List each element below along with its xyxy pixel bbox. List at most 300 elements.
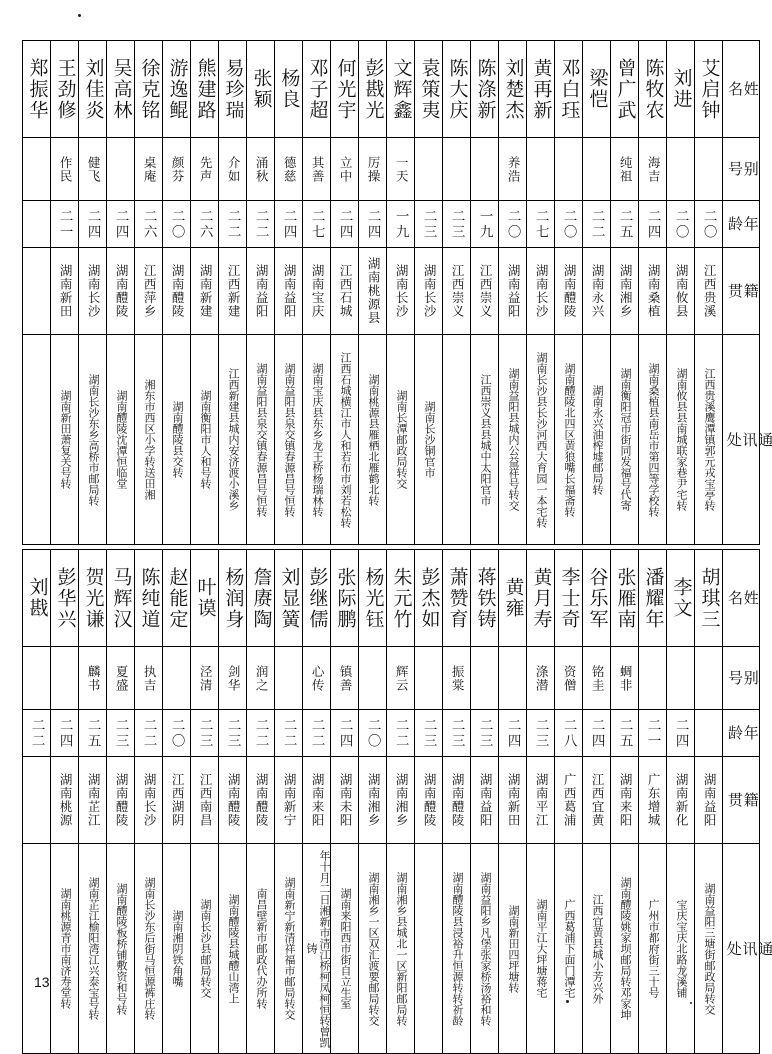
native-text: 湖南桃源县	[366, 257, 381, 325]
cell-alias	[247, 138, 275, 201]
name-text: 袁策夷	[418, 57, 440, 121]
age-text: 二二	[309, 717, 325, 749]
address-text: 湖南来阳西市街自立生室	[338, 888, 351, 1009]
native-text: 湖南益阳	[478, 773, 493, 827]
native-text: 湖南醴陵	[114, 264, 129, 318]
cell-address	[611, 844, 639, 1054]
native-text: 湖南醴陵	[170, 264, 185, 318]
name-text: 张雁南	[614, 566, 636, 630]
native-text: 湖南醴陵	[450, 773, 465, 827]
name-text: 李文	[670, 577, 692, 619]
cell-name	[443, 550, 471, 647]
cell-age	[583, 201, 611, 248]
address-text: 南昌壁新市邮政代办所转	[254, 888, 267, 1009]
age-text: 二四	[645, 208, 661, 240]
row-label-text: 年 龄	[726, 725, 758, 741]
cell-age	[331, 710, 359, 757]
cell-age	[667, 201, 695, 248]
cell-alias	[331, 138, 359, 201]
address-text: 湖南衡阳冠市街同发福号代寄	[618, 368, 631, 511]
name-text: 刘进	[670, 68, 692, 110]
cell-age	[443, 201, 471, 248]
cell-alias	[611, 647, 639, 710]
native-text: 湖南新建	[198, 264, 213, 318]
cell-alias	[443, 647, 471, 710]
cell-address	[359, 844, 387, 1054]
name-text: 杨良	[278, 68, 300, 110]
age-text: 二四	[505, 717, 521, 749]
cell-name	[247, 550, 275, 647]
cell-age	[387, 710, 415, 757]
age-text: 二二	[589, 208, 605, 240]
native-text: 湖南永兴	[590, 264, 605, 318]
cell-name	[583, 41, 611, 138]
address-text: 湖南宝庆县东乡龙王桥杨瑞林转	[310, 362, 323, 517]
cell-address	[135, 335, 163, 545]
cell-age	[471, 201, 499, 248]
name-text: 张颖	[250, 68, 272, 110]
cell-address	[583, 844, 611, 1054]
cell-name	[79, 550, 107, 647]
cell-native	[23, 248, 51, 335]
native-text: 湖南长沙	[422, 264, 437, 318]
cell-address	[163, 844, 191, 1054]
cell-native	[79, 248, 107, 335]
cell-native	[555, 757, 583, 844]
age-text: 二六	[197, 208, 213, 240]
alias-text: 振棠	[450, 664, 465, 692]
name-text: 何光宇	[334, 57, 356, 121]
cell-address	[331, 844, 359, 1054]
cell-alias	[583, 647, 611, 710]
cell-address	[415, 844, 443, 1054]
row-label-age	[723, 710, 760, 757]
cell-name	[695, 41, 723, 138]
cell-address	[583, 335, 611, 545]
cell-age	[303, 710, 331, 757]
alias-text: 泾清	[198, 664, 213, 692]
cell-address	[611, 335, 639, 545]
cell-address	[387, 844, 415, 1054]
name-text: 吴高林	[110, 57, 132, 121]
cell-alias	[639, 138, 667, 201]
cell-address	[107, 335, 135, 545]
cell-native	[79, 757, 107, 844]
cell-name	[555, 41, 583, 138]
cell-address	[51, 335, 79, 545]
address-text: 宝庆宝庆北路龙溪铺	[674, 899, 687, 998]
native-text: 湖南益阳	[282, 264, 297, 318]
cell-age	[79, 201, 107, 248]
cell-name	[163, 550, 191, 647]
native-text: 江西萍乡	[142, 264, 157, 318]
native-text: 湖南益阳	[506, 264, 521, 318]
cell-native	[107, 248, 135, 335]
cell-alias	[471, 138, 499, 201]
table-row-alias	[23, 138, 760, 201]
roster-table-top	[22, 40, 772, 545]
age-text: 二二	[253, 208, 269, 240]
native-text: 广东增城	[646, 773, 661, 827]
cell-alias	[387, 138, 415, 201]
address-text: 湖南醴陵北四区黄狼嘴长福斋转	[562, 362, 575, 517]
name-text: 邓白珏	[558, 57, 580, 121]
native-text: 湖南醴陵	[114, 773, 129, 827]
cell-age	[639, 710, 667, 757]
cell-address	[471, 335, 499, 545]
address-text: 湖南新田萧复关号转	[58, 390, 71, 489]
cell-address	[639, 335, 667, 545]
name-text: 杨光钰	[362, 566, 384, 630]
cell-alias	[387, 647, 415, 710]
name-text: 邓子超	[306, 57, 328, 121]
age-text: 二一	[57, 208, 73, 240]
scan-speck	[78, 14, 81, 17]
cell-age	[275, 201, 303, 248]
name-text: 叶谟	[194, 577, 216, 619]
cell-age	[415, 710, 443, 757]
age-text: 二三	[449, 717, 465, 749]
age-text: 二四	[337, 717, 353, 749]
cell-age	[611, 201, 639, 248]
cell-age	[107, 710, 135, 757]
cell-name	[135, 550, 163, 647]
age-text: 一九	[393, 208, 409, 240]
roster-tables	[22, 40, 772, 1054]
name-text: 曾广武	[614, 57, 636, 121]
row-label-address	[723, 844, 772, 1054]
cell-age	[387, 201, 415, 248]
address-text: 湖南醴陵县交转	[170, 401, 183, 478]
address-text: 湖南长沙东后街马恒源裤庄转	[142, 877, 155, 1020]
name-text: 梁恺	[586, 68, 608, 110]
cell-name	[303, 550, 331, 647]
cell-age	[359, 710, 387, 757]
age-text: 二五	[617, 208, 633, 240]
cell-age	[163, 201, 191, 248]
age-text: 二〇	[673, 208, 689, 240]
cell-name	[555, 550, 583, 647]
cell-alias	[51, 138, 79, 201]
cell-name	[471, 550, 499, 647]
age-text: 二四	[337, 208, 353, 240]
address-text: 湖南长潭邮政局转交	[394, 390, 407, 489]
cell-name	[331, 550, 359, 647]
row-label-native	[723, 248, 760, 335]
alias-text: 铭圭	[590, 664, 605, 692]
cell-address	[555, 335, 583, 545]
cell-alias	[331, 647, 359, 710]
cell-name	[303, 41, 331, 138]
cell-address	[667, 335, 695, 545]
address-text: 湖南湘乡县城北一区新阳邮局转	[394, 871, 407, 1026]
age-text: 二四	[365, 208, 381, 240]
cell-native	[191, 757, 219, 844]
table-row-name	[23, 550, 760, 647]
cell-alias	[79, 647, 107, 710]
age-text: 二八	[561, 717, 577, 749]
age-text: 二二	[29, 717, 45, 749]
row-label-name	[723, 550, 760, 647]
cell-name	[23, 41, 51, 138]
cell-name	[275, 550, 303, 647]
cell-name	[387, 41, 415, 138]
cell-name	[331, 41, 359, 138]
name-text: 彭戡光	[362, 57, 384, 121]
cell-native	[415, 757, 443, 844]
cell-name	[191, 550, 219, 647]
table-row-native	[23, 248, 760, 335]
age-text: 二〇	[505, 208, 521, 240]
address-text: 湖南长沙东乡高桥市邮局转	[86, 373, 99, 506]
native-text: 湖南醴陵	[422, 773, 437, 827]
age-text: 二〇	[169, 208, 185, 240]
cell-alias	[667, 647, 695, 710]
native-text: 湖南新宁	[282, 773, 297, 827]
cell-native	[163, 757, 191, 844]
cell-native	[583, 248, 611, 335]
age-text: 二三	[421, 208, 437, 240]
address-text: 湖南益阳县泉交镇春源昌号恒转	[254, 362, 267, 517]
cell-address	[303, 844, 331, 1054]
native-text: 湖南醴陵	[226, 773, 241, 827]
cell-native	[443, 248, 471, 335]
cell-name	[359, 550, 387, 647]
cell-alias	[555, 647, 583, 710]
cell-native	[359, 248, 387, 335]
cell-native	[135, 248, 163, 335]
alias-text: 涌秋	[254, 155, 269, 183]
cell-alias	[107, 138, 135, 201]
cell-age	[359, 201, 387, 248]
alias-text: 纯祖	[618, 155, 633, 183]
cell-alias	[247, 647, 275, 710]
address-text: 江西崇义县县城中太阳官市	[478, 373, 491, 506]
cell-name	[471, 41, 499, 138]
name-text: 郑振华	[26, 57, 48, 121]
cell-age	[79, 710, 107, 757]
row-label-alias	[723, 138, 760, 201]
age-text: 二五	[85, 717, 101, 749]
alias-text: 一天	[394, 155, 409, 183]
address-text: 湖南益阳乡凡堡张家桥汤裕和转	[478, 871, 491, 1026]
cell-alias	[415, 138, 443, 201]
cell-name	[667, 41, 695, 138]
address-text: 湖南醴陵板桥铺敷资和号转	[114, 882, 127, 1015]
table-row-name	[23, 41, 760, 138]
cell-native	[527, 757, 555, 844]
cell-address	[695, 335, 723, 545]
address-text: 湖南醴陵沈潭恒临堂	[114, 390, 127, 489]
cell-native	[387, 757, 415, 844]
cell-native	[499, 248, 527, 335]
cell-native	[331, 248, 359, 335]
age-text: 二〇	[561, 208, 577, 240]
cell-address	[51, 844, 79, 1054]
age-text: 二七	[309, 208, 325, 240]
page-number: 13	[34, 974, 50, 990]
cell-alias	[163, 138, 191, 201]
cell-address	[303, 335, 331, 545]
cell-native	[163, 248, 191, 335]
alias-text: 介如	[226, 155, 241, 183]
cell-name	[51, 550, 79, 647]
name-text: 詹赓陶	[250, 566, 272, 630]
name-text: 胡琪三	[698, 566, 720, 630]
name-text: 黄月寿	[530, 566, 552, 630]
cell-address	[23, 335, 51, 545]
cell-address	[499, 844, 527, 1054]
cell-age	[611, 710, 639, 757]
native-text: 湖南来阳	[618, 773, 633, 827]
name-text: 朱元竹	[390, 566, 412, 630]
native-text: 江西宜黄	[590, 773, 605, 827]
cell-alias	[275, 647, 303, 710]
native-text: 湖南湘乡	[394, 773, 409, 827]
cell-alias	[527, 138, 555, 201]
cell-age	[499, 710, 527, 757]
name-text: 陈涤新	[474, 57, 496, 121]
alias-text: 麟书	[86, 664, 101, 692]
age-text: 二五	[617, 717, 633, 749]
native-text: 湖南来阳	[310, 773, 325, 827]
age-text: 二三	[449, 208, 465, 240]
age-text: 二三	[225, 717, 241, 749]
name-text: 陈大庆	[446, 57, 468, 121]
cell-alias	[359, 647, 387, 710]
cell-name	[51, 41, 79, 138]
address-text: 湖南益阳县城内公益祥号转交	[506, 368, 519, 511]
alias-text: 作民	[58, 155, 73, 183]
age-text: 二二	[393, 717, 409, 749]
age-text: 二三	[421, 717, 437, 749]
name-text: 黄雍	[502, 577, 524, 619]
alias-text: 其善	[310, 155, 325, 183]
cell-alias	[23, 138, 51, 201]
cell-alias	[667, 138, 695, 201]
alias-text: 润之	[254, 664, 269, 692]
native-text: 湖南桑植	[646, 264, 661, 318]
address-text: 广西葛浦下面门潭宅	[562, 899, 575, 998]
cell-alias	[219, 138, 247, 201]
cell-address	[387, 335, 415, 545]
name-text: 黄再新	[530, 57, 552, 121]
alias-text: 立中	[338, 155, 353, 183]
address-text: 湖南益阳县泉交镇春源昌号恒转	[282, 362, 295, 517]
cell-alias	[275, 138, 303, 201]
cell-address	[23, 844, 51, 1054]
native-text: 江西贵溪	[702, 264, 717, 318]
cell-address	[191, 844, 219, 1054]
cell-age	[23, 710, 51, 757]
address-text: 江西宜黄县城小芳兴外	[590, 893, 603, 1004]
name-text: 谷乐军	[586, 566, 608, 630]
native-text: 湖南醴陵	[254, 773, 269, 827]
cell-native	[219, 757, 247, 844]
cell-address	[331, 335, 359, 545]
address-text: 湖南芷江榆阳湾江兴泰宝号转	[86, 877, 99, 1020]
native-text: 江西石城	[338, 264, 353, 318]
address-text: 湖南醴陵姚家坝邮局转邓家坤	[618, 877, 631, 1020]
name-text: 张际鹏	[334, 566, 356, 630]
row-label-alias	[723, 647, 760, 710]
cell-address	[499, 335, 527, 545]
alias-text: 厉操	[366, 155, 381, 183]
cell-address	[695, 844, 723, 1054]
age-text: 二二	[253, 717, 269, 749]
cell-name	[107, 550, 135, 647]
name-text: 贺光谦	[82, 566, 104, 630]
cell-alias	[695, 647, 723, 710]
alias-text: 夏盛	[114, 664, 129, 692]
address-text: 江西新建县城内安济渡小溪乡	[226, 368, 239, 511]
native-text: 湖南湘乡	[366, 773, 381, 827]
cell-age	[667, 710, 695, 757]
cell-alias	[443, 138, 471, 201]
cell-age	[303, 201, 331, 248]
name-text: 刘显簧	[278, 566, 300, 630]
cell-address	[79, 335, 107, 545]
cell-age	[499, 201, 527, 248]
cell-age	[695, 710, 723, 757]
cell-alias	[471, 647, 499, 710]
age-text: 一九	[477, 208, 493, 240]
table-row-address	[23, 335, 760, 545]
cell-native	[499, 757, 527, 844]
native-text: 湖南长沙	[142, 773, 157, 827]
row-label-text: 籍 贯	[726, 792, 758, 808]
cell-native	[247, 248, 275, 335]
native-text: 湖南湘乡	[618, 264, 633, 318]
cell-native	[387, 248, 415, 335]
age-text: 二三	[197, 717, 213, 749]
cell-address	[107, 844, 135, 1054]
cell-address	[527, 335, 555, 545]
cell-alias	[555, 138, 583, 201]
cell-name	[415, 550, 443, 647]
age-text: 二四	[85, 208, 101, 240]
cell-alias	[23, 647, 51, 710]
cell-native	[135, 757, 163, 844]
cell-native	[695, 757, 723, 844]
cell-age	[219, 201, 247, 248]
cell-age	[471, 710, 499, 757]
row-label-text: 籍 贯	[726, 283, 758, 299]
cell-alias	[611, 138, 639, 201]
address-text: 江西贵溪鹰潭镇郭元戎宝亭转	[702, 368, 715, 511]
name-text: 马辉汉	[110, 566, 132, 630]
address-text: 湖南醴陵县浸裕升恒源转转祈龄	[450, 871, 463, 1026]
cell-address	[79, 844, 107, 1054]
cell-age	[583, 710, 611, 757]
cell-age	[51, 710, 79, 757]
cell-name	[527, 550, 555, 647]
cell-alias	[499, 138, 527, 201]
address-text: 湖南桑植县南岳市第四等学校转	[646, 362, 659, 517]
address-text: 年十月二日湘新市清江桥柯凤柯恒转曾凯铸	[304, 849, 330, 1048]
cell-age	[247, 710, 275, 757]
native-text: 湖南桃源	[58, 773, 73, 827]
name-text: 刘佳炎	[82, 57, 104, 121]
age-text: 二〇	[701, 208, 717, 240]
cell-name	[219, 550, 247, 647]
cell-age	[51, 201, 79, 248]
alias-text: 德慈	[282, 155, 297, 183]
name-text: 王劲修	[54, 57, 76, 121]
cell-alias	[51, 647, 79, 710]
name-text: 徐克铭	[138, 57, 160, 121]
cell-name	[527, 41, 555, 138]
